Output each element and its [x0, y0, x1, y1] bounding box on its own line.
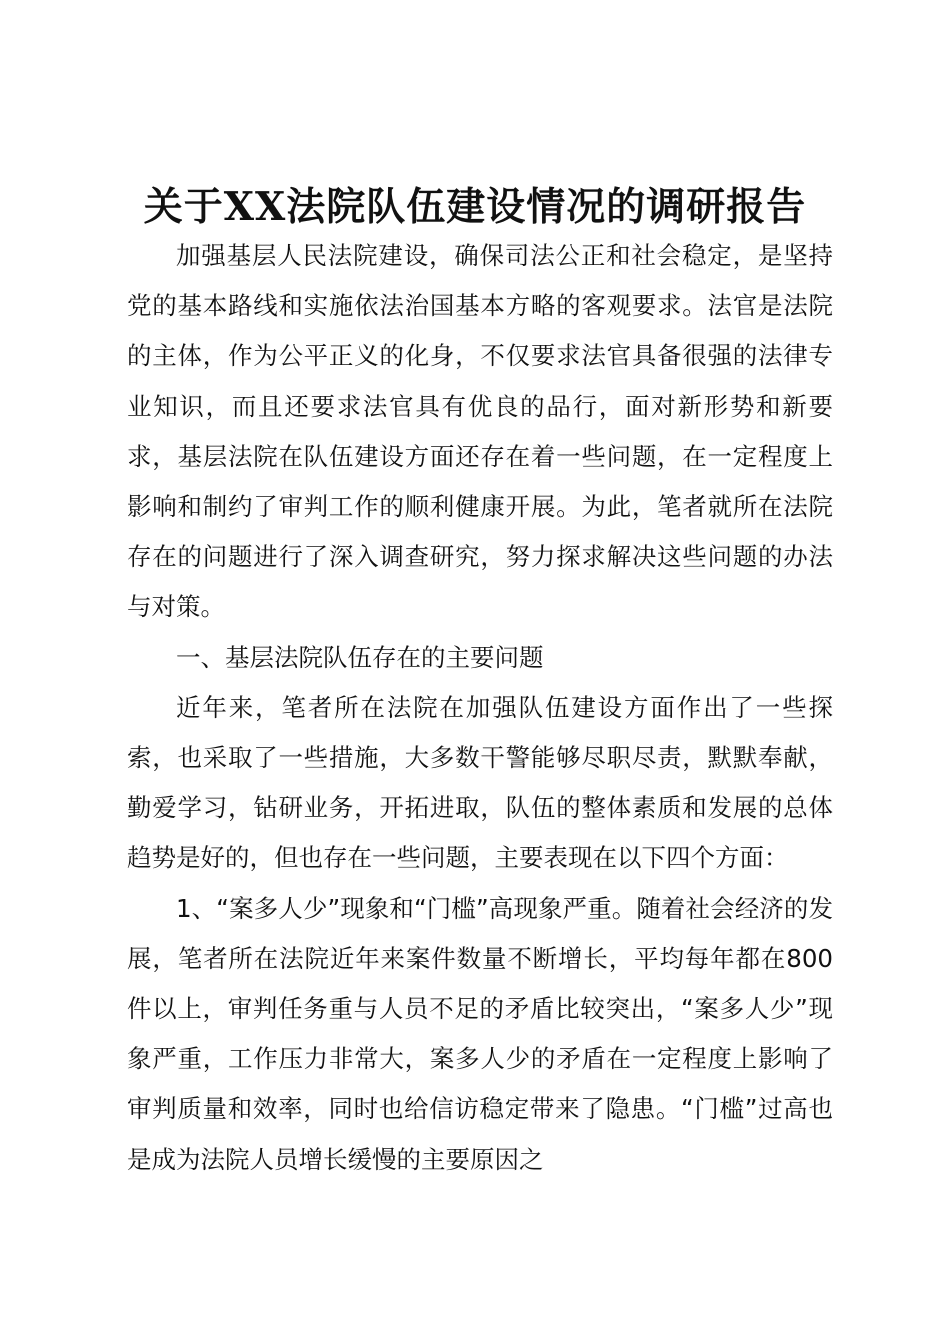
- section-heading: 一、基层法院队伍存在的主要问题: [176, 642, 544, 672]
- body-paragraph: 1、“案多人少”现象和“门槛”高现象严重。随着社会经济的发展，笔者所在法院近年来案件数量不断增长，平均每年都在800件以上，审判任务重与人员不足的矛盾比较突出，“案多人少”现象严重，工作压力非常大，案多人少的矛盾在一定程度上影响了审判质量和效率，同时也给信访稳定带来了隐患。“门槛”过高也是成为法院人员增长缓慢的主要原因之: [127, 893, 833, 1174]
- intro-paragraph: 加强基层人民法院建设，确保司法公正和社会稳定，是坚持党的基本路线和实施依法治国基本方略的客观要求。法官是法院的主体，作为公平正义的化身，不仅要求法官具备很强的法律专业知识，而且还要求法官具有优良的品行，面对新形势和新要求，基层法院在队伍建设方面还存在着一些问题，在一定程度上影响和制约了审判工作的顺利健康开展。为此，笔者就所在法院存在的问题进行了深入调查研究，努力探求解决这些问题的办法与对策。: [127, 241, 833, 622]
- document-body: [127, 231, 833, 1185]
- document-title: 关于XX法院队伍建设情况的调研报告: [143, 184, 807, 230]
- body-paragraph: 近年来，笔者所在法院在加强队伍建设方面作出了一些探索，也采取了一些措施，大多数干警能够尽职尽责，默默奉献，勤爱学习，钻研业务，开拓进取，队伍的整体素质和发展的总体趋势是好的，但也存在一些问题，主要表现在以下四个方面：: [127, 692, 833, 873]
